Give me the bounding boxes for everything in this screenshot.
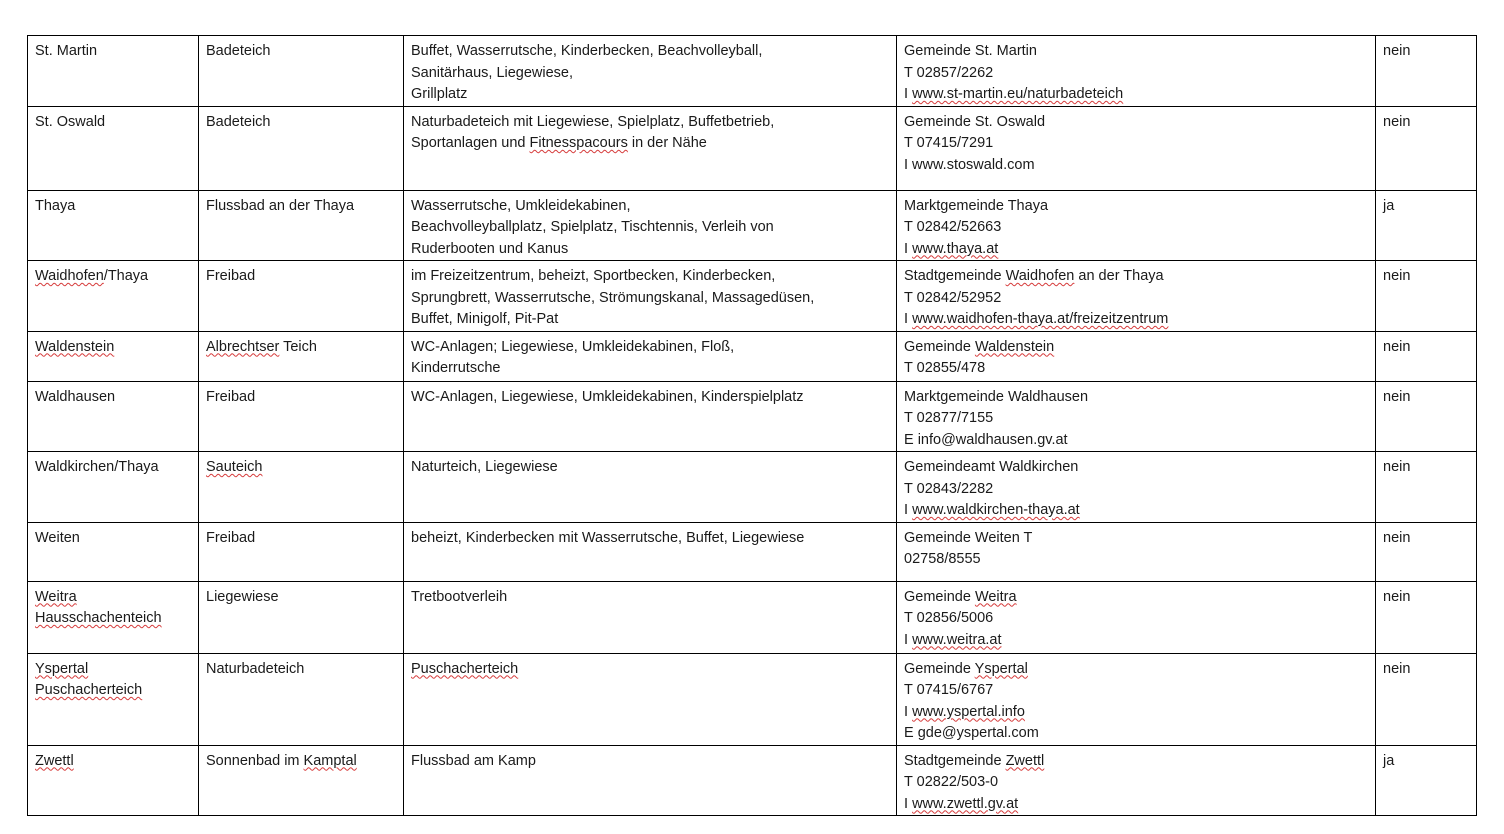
cell-anlage: [199, 522, 404, 581]
cell-line: [35, 680, 191, 702]
table-row: [28, 452, 1477, 523]
cell-line: [35, 41, 191, 63]
cell-info: [1376, 331, 1477, 381]
cell-text: T 02877/7155: [904, 410, 994, 426]
spellcheck-word: Weitra: [35, 588, 77, 605]
cell-line: [35, 587, 191, 609]
table-row: [28, 745, 1477, 816]
cell-line: [904, 608, 1368, 630]
cell-anlage: [199, 653, 404, 745]
cell-line: [411, 288, 889, 310]
spellcheck-word: Waldenstein: [35, 338, 115, 355]
cell-line: [1383, 266, 1469, 288]
cell-ausstattung: [404, 261, 897, 332]
cell-text: T 02842/52663: [904, 219, 1002, 235]
spellcheck-word: Hausschachenteich: [35, 610, 162, 626]
spellcheck-word: www.zwettl.gv.at: [912, 795, 1019, 812]
cell-line: [206, 587, 396, 609]
cell-info: [1376, 381, 1477, 452]
cell-line: [206, 266, 396, 288]
cell-line: [904, 659, 1368, 681]
cell-text: Thaya: [35, 197, 76, 214]
cell-text: Naturteich, Liegewiese: [411, 459, 558, 475]
cell-text: WC-Anlagen, Liegewiese, Umkleidekabinen, Kinderspielplatz: [411, 388, 804, 405]
cell-line: [904, 479, 1368, 501]
cell-line: [904, 723, 1368, 745]
cell-line: [904, 408, 1368, 430]
cell-text: Gemeinde: [904, 588, 975, 605]
cell-line: [1383, 751, 1469, 773]
cell-ausstattung: [404, 581, 897, 653]
cell-text: nein: [1383, 338, 1411, 355]
cell-line: [206, 41, 396, 63]
spellcheck-word: Waldenstein: [974, 338, 1055, 355]
cell-line: [1383, 587, 1469, 609]
cell-kontakt: [897, 190, 1376, 261]
cell-line: [904, 500, 1368, 522]
cell-text: E info@waldhausen.gv.at: [904, 431, 1068, 448]
cell-line: [411, 239, 889, 261]
cell-anlage: [199, 190, 404, 261]
cell-kontakt: [897, 653, 1376, 745]
cell-text: Freibad: [206, 268, 256, 284]
cell-line: [904, 680, 1368, 702]
cell-info: [1376, 653, 1477, 745]
cell-line: [411, 133, 889, 155]
cell-kontakt: [897, 381, 1376, 452]
cell-ausstattung: [404, 381, 897, 452]
cell-text: ja: [1383, 197, 1395, 214]
cell-line: [904, 549, 1368, 571]
cell-text: Tretbootverleih: [411, 588, 508, 605]
cell-line: [904, 63, 1368, 85]
cell-ausstattung: [404, 745, 897, 816]
cell-text: Naturbadeteich: [206, 660, 305, 677]
cell-line: [1383, 196, 1469, 218]
cell-text: T 02857/2262: [904, 64, 994, 81]
table-row: [28, 581, 1477, 653]
cell-line: [904, 358, 1368, 380]
spellcheck-word: Yspertal: [974, 660, 1028, 677]
spellcheck-word: www.yspertal.info: [912, 703, 1025, 720]
cell-line: [1383, 528, 1469, 550]
cell-text: 02758/8555: [904, 551, 981, 567]
cell-text: Sanitärhaus, Liegewiese,: [411, 64, 574, 81]
spellcheck-word: www.waldkirchen-thaya.at: [912, 502, 1080, 518]
cell-ort: [28, 581, 199, 653]
cell-text: I: [904, 311, 913, 327]
spellcheck-word: www.waidhofen-thaya.at/freizeitzentrum: [912, 311, 1169, 327]
cell-line: [411, 358, 889, 380]
cell-line: [35, 112, 191, 134]
cell-kontakt: [897, 36, 1376, 107]
cell-line: [904, 84, 1368, 106]
cell-anlage: [199, 745, 404, 816]
cell-text: Wasserrutsche, Umkleidekabinen,: [411, 197, 631, 214]
cell-text: Stadtgemeinde: [904, 268, 1006, 284]
cell-anlage: [199, 36, 404, 107]
cell-kontakt: [897, 261, 1376, 332]
cell-text: I: [904, 795, 913, 812]
cell-text: Marktgemeinde Waldhausen: [904, 388, 1089, 405]
cell-text: Weiten: [35, 529, 80, 546]
cell-line: [904, 387, 1368, 409]
cell-anlage: [199, 452, 404, 523]
cell-ausstattung: [404, 653, 897, 745]
cell-line: [904, 309, 1368, 331]
cell-ausstattung: [404, 452, 897, 523]
cell-info: [1376, 452, 1477, 523]
cell-text: Buffet, Wasserrutsche, Kinderbecken, Beachvolleyball,: [411, 43, 763, 59]
cell-line: [904, 239, 1368, 261]
cell-anlage: [199, 261, 404, 332]
cell-line: [904, 751, 1368, 773]
cell-line: [904, 528, 1368, 550]
cell-line: [35, 751, 191, 773]
cell-line: [411, 63, 889, 85]
cell-text: Gemeinde: [904, 660, 975, 677]
cell-line: [904, 630, 1368, 652]
spellcheck-word: www.weitra.at: [912, 631, 1002, 648]
cell-line: [206, 387, 396, 409]
cell-line: [904, 457, 1368, 479]
cell-text: Freibad: [206, 388, 256, 405]
cell-text: nein: [1383, 268, 1411, 284]
cell-text: I: [904, 703, 913, 720]
cell-text: Badeteich: [206, 113, 271, 130]
cell-text: Gemeinde: [904, 338, 975, 355]
cell-text: im Freizeitzentrum, beheizt, Sportbecken, Kinderbecken,: [411, 268, 776, 284]
cell-line: [411, 41, 889, 63]
cell-ausstattung: [404, 522, 897, 581]
cell-line: [206, 112, 396, 134]
cell-text: T 02855/478: [904, 360, 986, 376]
cell-info: [1376, 261, 1477, 332]
cell-text: Gemeinde Weiten T: [904, 529, 1033, 546]
cell-text: Freibad: [206, 529, 256, 546]
cell-kontakt: [897, 106, 1376, 190]
cell-text: Waldkirchen/Thaya: [35, 459, 159, 475]
spellcheck-word: Sauteich: [206, 459, 263, 475]
cell-text: Waldhausen: [35, 388, 116, 405]
cell-line: [411, 387, 889, 409]
spellcheck-word: www.st-martin.eu/naturbadeteich: [912, 86, 1124, 102]
cell-line: [1383, 457, 1469, 479]
table-row: [28, 190, 1477, 261]
cell-text: Teich: [279, 338, 317, 355]
cell-kontakt: [897, 452, 1376, 523]
cell-kontakt: [897, 522, 1376, 581]
cell-line: [904, 794, 1368, 816]
cell-anlage: [199, 581, 404, 653]
cell-ausstattung: [404, 36, 897, 107]
spellcheck-word: Albrechtser: [206, 338, 280, 355]
cell-text: Flussbad an der Thaya: [206, 197, 355, 214]
cell-line: [206, 457, 396, 479]
cell-text: nein: [1383, 113, 1411, 130]
cell-line: [411, 196, 889, 218]
cell-line: [1383, 112, 1469, 134]
cell-line: [904, 196, 1368, 218]
cell-text: in der Nähe: [627, 135, 707, 151]
spellcheck-word: Yspertal: [35, 660, 89, 677]
spellcheck-word: Puschacherteich: [35, 682, 143, 698]
spellcheck-word: Fitnesspacours: [529, 135, 628, 151]
cell-text: an der Thaya: [1074, 268, 1164, 284]
cell-line: [904, 337, 1368, 359]
table-body: [28, 36, 1477, 816]
cell-info: [1376, 522, 1477, 581]
cell-ausstattung: [404, 106, 897, 190]
cell-ausstattung: [404, 190, 897, 261]
cell-line: [411, 587, 889, 609]
cell-line: [904, 133, 1368, 155]
cell-ort: [28, 653, 199, 745]
cell-line: [1383, 41, 1469, 63]
cell-text: Flussbad am Kamp: [411, 752, 536, 769]
cell-text: Gemeindeamt Waldkirchen: [904, 459, 1079, 475]
cell-line: [35, 659, 191, 681]
spellcheck-word: Zwettl: [1005, 752, 1045, 769]
spellcheck-word: Waidhofen: [1005, 268, 1075, 284]
cell-line: [411, 266, 889, 288]
cell-anlage: [199, 381, 404, 452]
cell-ort: [28, 745, 199, 816]
cell-text: I: [904, 631, 913, 648]
cell-text: T 02856/5006: [904, 610, 994, 626]
cell-ort: [28, 452, 199, 523]
cell-ort: [28, 381, 199, 452]
cell-line: [206, 528, 396, 550]
cell-anlage: [199, 331, 404, 381]
spellcheck-word: www.thaya.at: [912, 240, 999, 257]
cell-line: [35, 196, 191, 218]
cell-text: Gemeinde St. Oswald: [904, 113, 1046, 130]
cell-line: [35, 266, 191, 288]
cell-line: [904, 155, 1368, 177]
cell-text: Gemeinde St. Martin: [904, 43, 1037, 59]
cell-text: Sportanlagen und: [411, 135, 530, 151]
cell-text: beheizt, Kinderbecken mit Wasserrutsche, Buffet, Liegewiese: [411, 529, 805, 546]
cell-line: [904, 430, 1368, 452]
cell-ort: [28, 106, 199, 190]
cell-line: [411, 659, 889, 681]
table-row: [28, 261, 1477, 332]
cell-ort: [28, 331, 199, 381]
cell-line: [411, 337, 889, 359]
cell-text: Kinderrutsche: [411, 360, 501, 376]
cell-text: T 02842/52952: [904, 289, 1002, 306]
table-row: [28, 106, 1477, 190]
spellcheck-word: Puschacherteich: [411, 660, 519, 677]
cell-text: I www.stoswald.com: [904, 156, 1035, 173]
cell-line: [411, 84, 889, 106]
cell-line: [206, 659, 396, 681]
cell-info: [1376, 106, 1477, 190]
table-row: [28, 331, 1477, 381]
cell-text: T 02822/503-0: [904, 774, 999, 790]
cell-info: [1376, 36, 1477, 107]
cell-kontakt: [897, 745, 1376, 816]
cell-line: [904, 266, 1368, 288]
cell-text: nein: [1383, 459, 1411, 475]
cell-text: I: [904, 502, 913, 518]
cell-text: Marktgemeinde Thaya: [904, 197, 1049, 214]
cell-text: WC-Anlagen; Liegewiese, Umkleidekabinen, Floß,: [411, 338, 735, 355]
cell-line: [904, 41, 1368, 63]
badeplaetze-table: [27, 35, 1477, 816]
cell-text: Sprungbrett, Wasserrutsche, Strömungskanal, Massagedüsen,: [411, 289, 815, 306]
cell-text: I: [904, 86, 913, 102]
spellcheck-word: Weitra: [974, 588, 1017, 605]
cell-text: Ruderbooten und Kanus: [411, 240, 569, 257]
cell-line: [904, 288, 1368, 310]
cell-text: E gde@yspertal.com: [904, 725, 1039, 741]
cell-line: [904, 217, 1368, 239]
cell-text: St. Oswald: [35, 113, 106, 130]
cell-info: [1376, 190, 1477, 261]
table-row: [28, 36, 1477, 107]
cell-text: Stadtgemeinde: [904, 752, 1006, 769]
cell-line: [206, 337, 396, 359]
cell-text: nein: [1383, 388, 1411, 405]
cell-line: [904, 587, 1368, 609]
cell-line: [411, 751, 889, 773]
cell-text: Buffet, Minigolf, Pit-Pat: [411, 311, 559, 327]
cell-text: nein: [1383, 660, 1411, 677]
cell-text: T 07415/6767: [904, 682, 994, 698]
cell-ort: [28, 36, 199, 107]
cell-line: [411, 309, 889, 331]
cell-text: I: [904, 240, 913, 257]
table-row: [28, 522, 1477, 581]
cell-line: [904, 702, 1368, 724]
cell-text: nein: [1383, 588, 1411, 605]
cell-line: [35, 528, 191, 550]
cell-line: [411, 217, 889, 239]
cell-line: [411, 112, 889, 134]
cell-ort: [28, 190, 199, 261]
cell-line: [411, 528, 889, 550]
cell-ort: [28, 522, 199, 581]
cell-text: /Thaya: [103, 268, 149, 284]
cell-ausstattung: [404, 331, 897, 381]
cell-text: nein: [1383, 529, 1411, 546]
cell-line: [904, 112, 1368, 134]
cell-line: [35, 387, 191, 409]
cell-text: St. Martin: [35, 43, 98, 59]
cell-text: Badeteich: [206, 43, 271, 59]
cell-line: [206, 751, 396, 773]
table-row: [28, 381, 1477, 452]
spellcheck-word: Kamptal: [303, 752, 357, 769]
cell-text: nein: [1383, 43, 1411, 59]
cell-line: [1383, 337, 1469, 359]
cell-text: Beachvolleyballplatz, Spielplatz, Tischtennis, Verleih von: [411, 219, 774, 235]
cell-line: [904, 772, 1368, 794]
cell-ort: [28, 261, 199, 332]
cell-line: [206, 196, 396, 218]
cell-line: [1383, 659, 1469, 681]
cell-line: [35, 337, 191, 359]
cell-info: [1376, 581, 1477, 653]
cell-line: [1383, 387, 1469, 409]
cell-line: [35, 457, 191, 479]
cell-text: Sonnenbad im: [206, 752, 304, 769]
cell-text: Naturbadeteich mit Liegewiese, Spielplatz, Buffetbetrieb,: [411, 113, 775, 130]
cell-line: [35, 608, 191, 630]
spellcheck-word: Zwettl: [35, 752, 74, 769]
cell-kontakt: [897, 581, 1376, 653]
cell-text: T 07415/7291: [904, 135, 994, 151]
cell-text: Liegewiese: [206, 588, 279, 605]
cell-text: Grillplatz: [411, 86, 468, 102]
cell-info: [1376, 745, 1477, 816]
cell-text: T 02843/2282: [904, 480, 994, 497]
cell-text: ja: [1383, 752, 1395, 769]
spellcheck-word: Waidhofen: [35, 268, 104, 284]
cell-anlage: [199, 106, 404, 190]
cell-kontakt: [897, 331, 1376, 381]
table-row: [28, 653, 1477, 745]
cell-line: [411, 457, 889, 479]
